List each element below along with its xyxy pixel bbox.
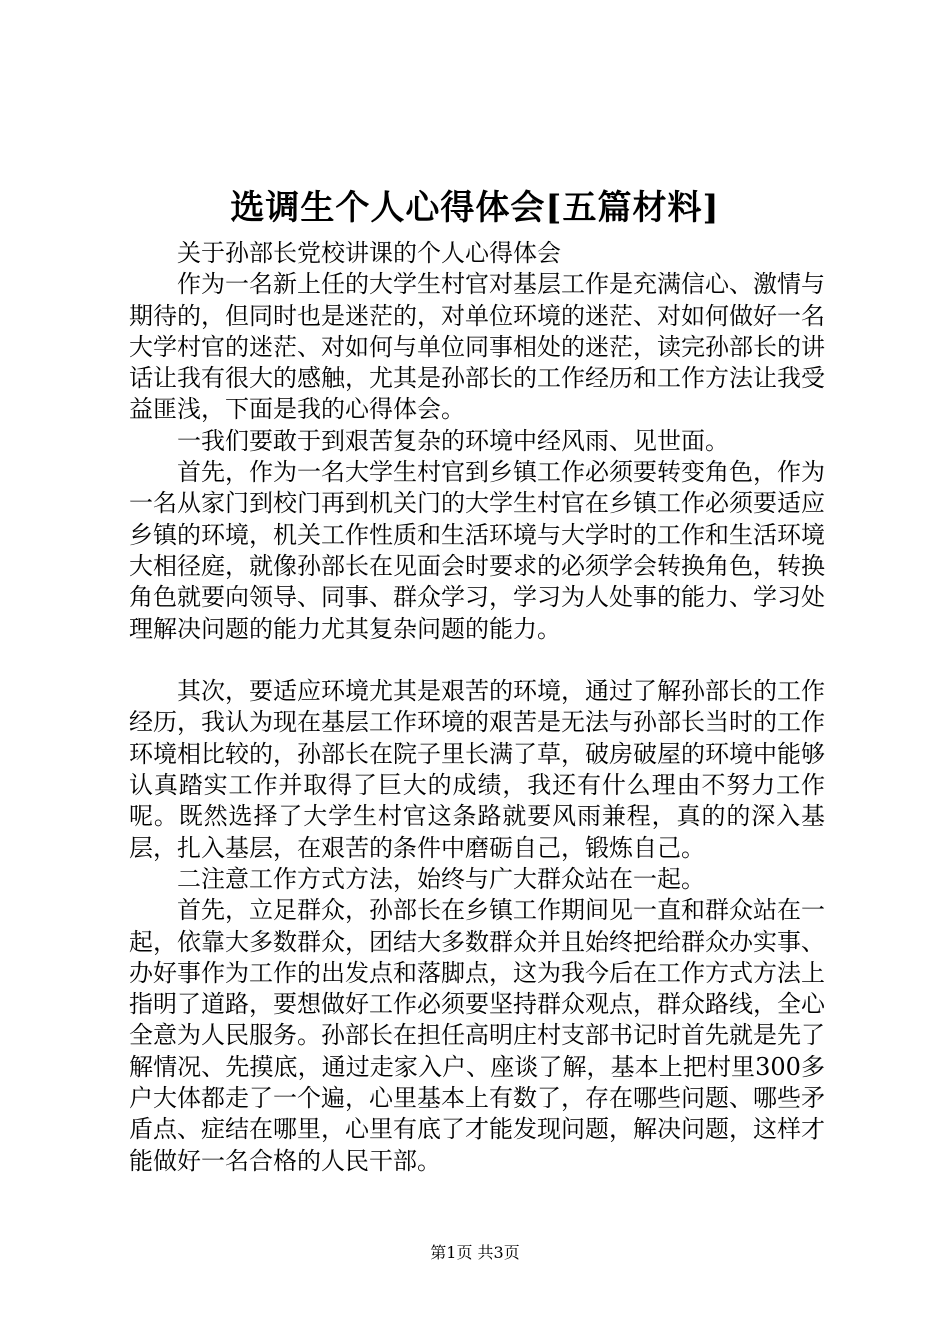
paragraph-section-two-first: 首先，立足群众，孙部长在乡镇工作期间见一直和群众站在一起，依靠大多数群众，团结大多数群众并且始终把给群众办实事、办好事作为工作的出发点和落脚点，这为我今后在工作方式方法上指明了道路，要想做好工作必须要坚持群众观点，群众路线，全心全意为人民服务。孙部长在担任高明庄村支部书记时首先就是先了解情况、先摸底，通过走家入户、座谈了解，基本上把村里300多户大体都走了一个遍，心里基本上有数了，存在哪些问题、哪些矛盾点、症结在哪里，心里有底了才能发现问题，解决问题，这样才能做好一名合格的人民干部。 bbox=[129, 896, 825, 1175]
page-number-footer: 第1页 共3页 bbox=[430, 1243, 520, 1262]
paragraph-section-one-second: 其次，要适应环境尤其是艰苦的环境，通过了解孙部长的工作经历，我认为现在基层工作环境的艰苦是无法与孙部长当时的工作环境相比较的，孙部长在院子里长满了草，破房破屋的环境中能够认真踏实工作并取得了巨大的成绩，我还有什么理由不努力工作呢。既然选择了大学生村官这条路就要风雨兼程，真的的深入基层，扎入基层，在艰苦的条件中磨砺自己，锻炼自己。 bbox=[129, 677, 825, 862]
paragraph-section-two-heading: 二注意工作方式方法，始终与广大群众站在一起。 bbox=[177, 864, 705, 893]
paragraph-section-one-heading: 一我们要敢于到艰苦复杂的环境中经风雨、见世面。 bbox=[177, 426, 729, 455]
paragraph-gap bbox=[129, 645, 825, 676]
paragraph-intro: 作为一名新上任的大学生村官对基层工作是充满信心、激情与期待的，但同时也是迷茫的，对单位环境的迷茫、对如何做好一名大学村官的迷茫、对如何与单位同事相处的迷茫，读完孙部长的讲话让我有很大的感触，尤其是孙部长的工作经历和工作方法让我受益匪浅，下面是我的心得体会。 bbox=[129, 270, 825, 424]
paragraph-heading: 关于孙部长党校讲课的个人心得体会 bbox=[177, 239, 561, 267]
paragraph-section-one-first: 首先，作为一名大学生村官到乡镇工作必须要转变角色，作为一名从家门到校门再到机关门的大学生村官在乡镇工作必须要适应乡镇的环境，机关工作性质和生活环境与大学时的工作和生活环境大相径庭，就像孙部长在见面会时要求的必须学会转换角色，转换角色就要向领导、同事、群众学习，学习为人处事的能力、学习处理解决问题的能力尤其复杂问题的能力。 bbox=[129, 458, 825, 643]
document-body bbox=[129, 238, 825, 1177]
document-title: 选调生个人心得体会[五篇材料] bbox=[230, 188, 720, 228]
